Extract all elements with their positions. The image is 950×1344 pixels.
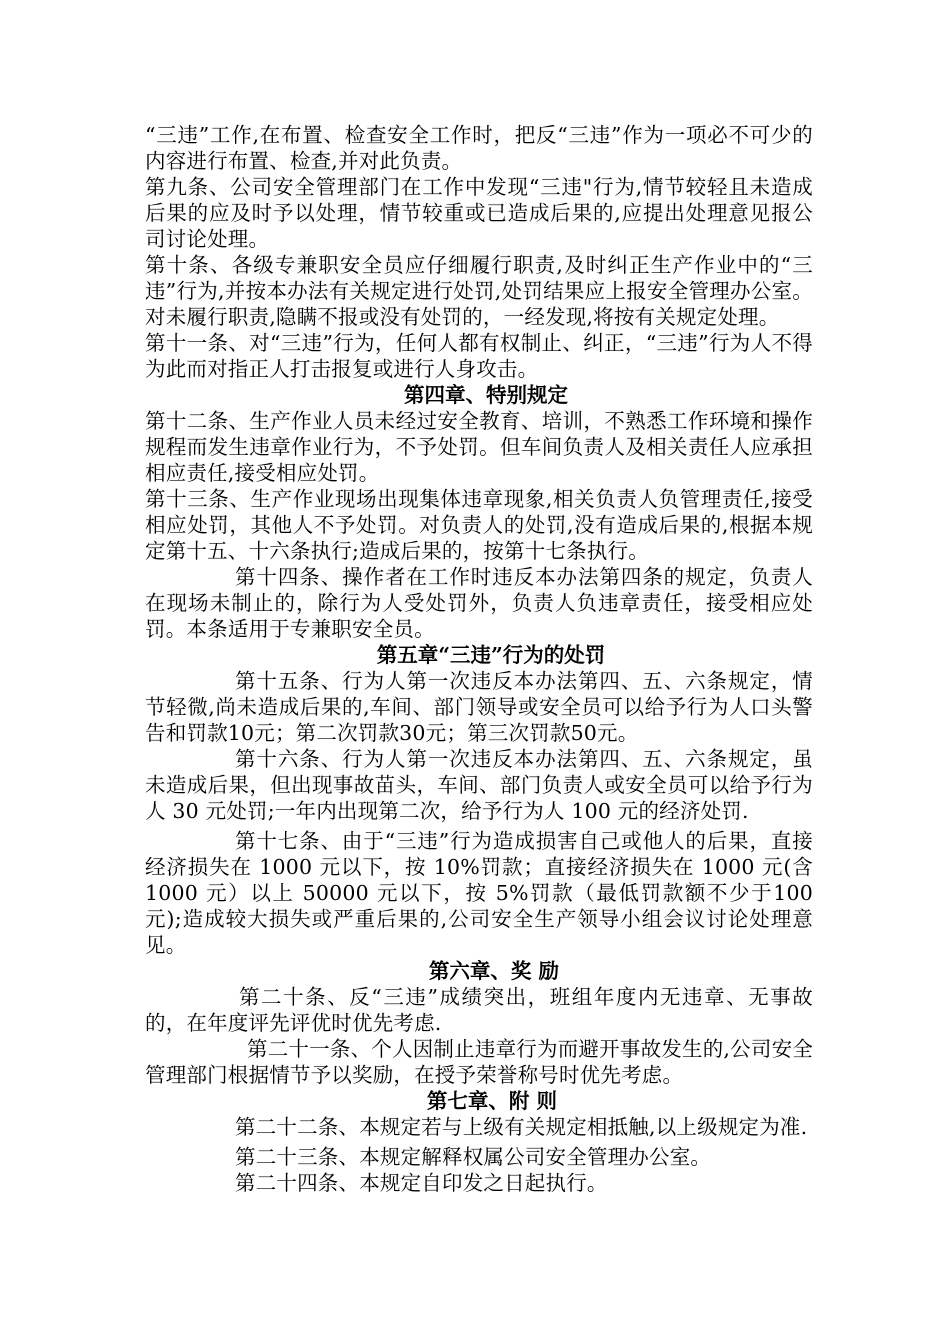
article-10: 第十条、各级专兼职安全员应仔细履行职责,及时纠正生产作业中的“三违”行为,并按本办法有关规定进行处罚,处罚结果应上报安全管理办公室。对未履行职责,隐瞒不报或没有处罚的，一经发现,将按有关规定处理。 [145, 253, 813, 329]
article-17: 第十七条、由于“三违”行为造成损害自己或他人的后果，直接经济损失在 1000 元以下，按 10%罚款；直接经济损失在 1000 元(含 1000 元）以上 50000 元以下，按 5%罚款（最低罚款额不少于100 元);造成较大损失或严重后果的,公司安全生产领导小组会议讨论处理意见。 [145, 829, 813, 957]
article-23: 第二十三条、本规定解释权属公司安全管理办公室。 [235, 1145, 712, 1169]
article-9: 第九条、公司安全管理部门在工作中发现“三违"行为,情节较轻且未造成后果的应及时予以处理，情节较重或已造成后果的,应提出处理意见报公司讨论处理。 [145, 175, 813, 251]
article-15: 第十五条、行为人第一次违反本办法第四、五、六条规定，情节轻微,尚未造成后果的,车间、部门领导或安全员可以给予行为人口头警告和罚款10元；第二次罚款30元；第三次罚款50元。 [145, 669, 813, 745]
paragraph-continuation: “三违”工作,在布置、检查安全工作时，把反“三违”作为一项必不可少的内容进行布置、检查,并对此负责。 [145, 123, 813, 173]
article-11: 第十一条、对“三违”行为，任何人都有权制止、纠正，“三违”行为人不得为此而对指正人打击报复或进行人身攻击。 [145, 331, 813, 381]
article-14: 第十四条、操作者在工作时违反本办法第四条的规定，负责人在现场未制止的，除行为人受处罚外，负责人负违章责任，接受相应处罚。本条适用于专兼职安全员。 [145, 565, 813, 641]
chapter-7-heading: 第七章、附 则 [426, 1089, 558, 1113]
chapter-4-heading: 第四章、特别规定 [404, 383, 568, 407]
chapter-5-heading: 第五章“三违”行为的处罚 [376, 643, 606, 667]
chapter-6-heading: 第六章、奖 励 [428, 959, 560, 983]
article-24: 第二十四条、本规定自印发之日起执行。 [235, 1171, 608, 1195]
article-22: 第二十二条、本规定若与上级有关规定相抵触,以上级规定为准. [235, 1115, 808, 1139]
document-page [145, 122, 813, 1196]
article-13: 第十三条、生产作业现场出现集体违章现象,相关负责人负管理责任,接受相应处罚，其他人不予处罚。对负责人的处罚,没有造成后果的,根据本规定第十五、十六条执行;造成后果的，按第十七条执行。 [145, 487, 813, 563]
article-21: 第二十一条、个人因制止违章行为而避开事故发生的,公司安全管理部门根据情节予以奖励，在授予荣誉称号时优先考虑。 [145, 1037, 813, 1087]
article-20: 第二十条、反“三违”成绩突出，班组年度内无违章、无事故的，在年度评先评优时优先考虑. [145, 985, 813, 1035]
article-16: 第十六条、行为人第一次违反本办法第四、五、六条规定，虽未造成后果，但出现事故苗头，车间、部门负责人或安全员可以给予行为人 30 元处罚;一年内出现第二次，给予行为人 100 元的经济处罚. [145, 747, 813, 823]
article-12: 第十二条、生产作业人员未经过安全教育、培训，不熟悉工作环境和操作规程而发生违章作业行为，不予处罚。但车间负责人及相关责任人应承担相应责任,接受相应处罚。 [145, 409, 813, 485]
